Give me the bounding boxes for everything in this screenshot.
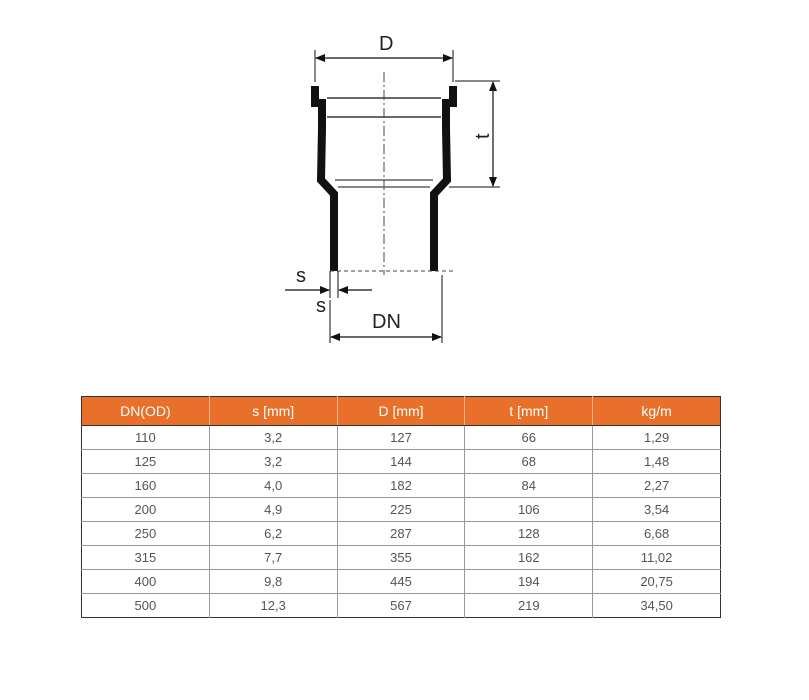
cell-d: 445 (337, 570, 465, 594)
table-row (82, 426, 721, 450)
cell-t: 68 (465, 450, 593, 474)
pipe-left-wall (315, 86, 334, 271)
cell-dn: 110 (82, 426, 210, 450)
cell-kg-per-m: 20,75 (593, 570, 721, 594)
label-s-bottom: s (316, 295, 326, 317)
cell-dn: 160 (82, 474, 210, 498)
cell-t: 106 (465, 498, 593, 522)
cell-s: 12,3 (209, 594, 337, 618)
table-row (82, 498, 721, 522)
cell-kg-per-m: 11,02 (593, 546, 721, 570)
cell-t: 194 (465, 570, 593, 594)
cell-kg-per-m: 3,54 (593, 498, 721, 522)
cell-s: 7,7 (209, 546, 337, 570)
cell-kg-per-m: 34,50 (640, 598, 673, 613)
column-header-d: D [mm] (337, 397, 465, 426)
table-row (82, 474, 721, 498)
cell-kg-per-m: 1,29 (593, 426, 721, 450)
table-header-row (82, 397, 721, 426)
cell-s: 9,8 (209, 570, 337, 594)
column-header-dn-od: DN(OD) (82, 397, 210, 426)
cell-s: 3,2 (209, 450, 337, 474)
column-header-kg-per-m: kg/m (593, 397, 721, 426)
cell-dn: 500 (82, 594, 210, 618)
dimensions-table (81, 396, 721, 618)
cell-d: 144 (337, 450, 465, 474)
cell-t: 128 (465, 522, 593, 546)
cell-d: 127 (337, 426, 465, 450)
cell-dn: 315 (82, 546, 210, 570)
label-d: D (379, 33, 394, 55)
column-header-t: t [mm] (465, 397, 593, 426)
cell-d: 355 (337, 546, 465, 570)
cell-s: 6,2 (209, 522, 337, 546)
cell-kg-per-m: 2,27 (593, 474, 721, 498)
pipe-right-wall (434, 86, 453, 271)
cell-d: 567 (337, 594, 465, 618)
cell-s: 4,0 (209, 474, 337, 498)
cell-dn: 125 (82, 450, 210, 474)
cell-d: 182 (337, 474, 465, 498)
cell-t: 84 (465, 474, 593, 498)
cell-dn: 250 (82, 522, 210, 546)
label-t: t (472, 133, 494, 139)
label-dn: DN (372, 311, 401, 333)
cell-d: 225 (337, 498, 465, 522)
table-row (82, 570, 721, 594)
cell-t: 219 (465, 594, 593, 618)
table-row (82, 450, 721, 474)
cell-s: 4,9 (209, 498, 337, 522)
label-s-top: s (296, 265, 306, 287)
cell-s: 3,2 (209, 426, 337, 450)
cell-kg-per-m: 1,48 (593, 450, 721, 474)
cell-dn: 400 (82, 570, 210, 594)
cell-t: 66 (465, 426, 593, 450)
table-row (82, 594, 721, 618)
table-row (82, 546, 721, 570)
cell-d: 287 (337, 522, 465, 546)
cell-kg-per-m: 6,68 (593, 522, 721, 546)
cell-dn: 200 (82, 498, 210, 522)
column-header-s: s [mm] (209, 397, 337, 426)
cell-t: 162 (465, 546, 593, 570)
table-row (82, 522, 721, 546)
